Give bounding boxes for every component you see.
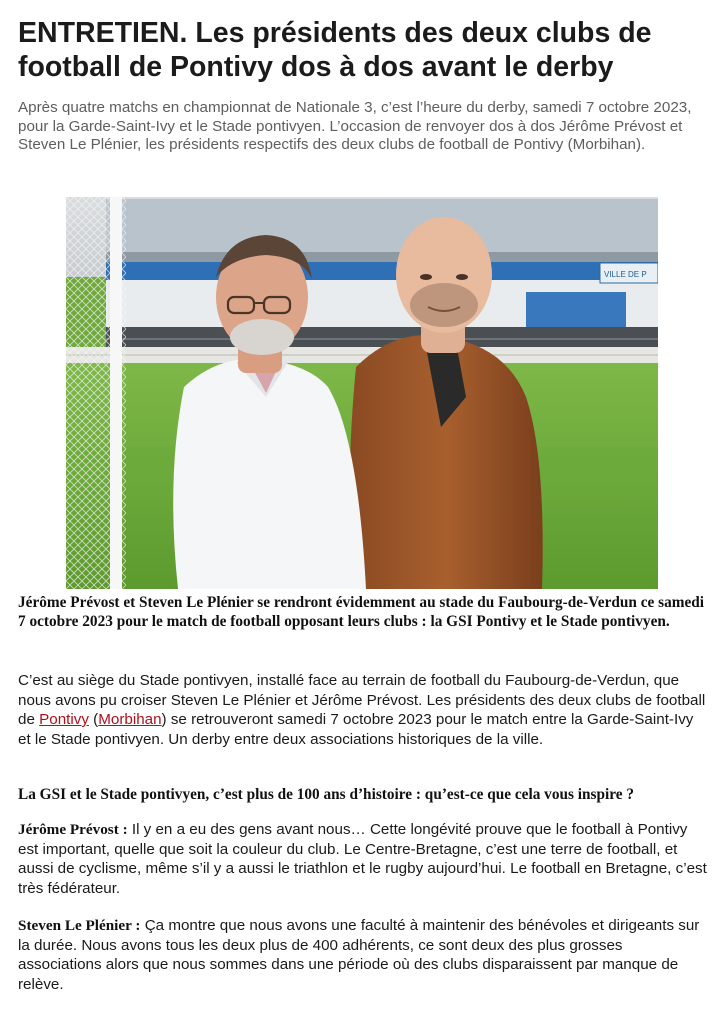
intro-text-start: C’est au siège du Stade pontivyen, installé face au terrain de football du Faubourg-de-Verdun, que nous avons pu croiser Steven Le Plénier et Jérôme Prévost. Les présidents des deux clubs de football de	[18, 672, 706, 728]
article-lead: Après quatre matchs en championnat de Nationale 3, c’est l’heure du derby, samedi 7 octobre 2023, pour la Garde-Saint-Ivy et le Stade pontivyen. L’occasion de renvoyer dos à dos Jérôme Prévost et Steven Le Plénier, les présidents respectifs des deux clubs de football de Pontivy (Morbihan).	[18, 99, 692, 153]
speaker-le-plenier: Steven Le Plénier :	[18, 917, 141, 934]
intro-text-paren: (	[88, 711, 99, 728]
interview-question: La GSI et le Stade pontivyen, c’est plus de 100 ans d’histoire : qu’est-ce que cela vous inspire ?	[18, 786, 635, 803]
stadium-sign-text: VILLE DE P	[604, 270, 647, 279]
stand-blue-band	[106, 262, 658, 280]
answer-le-plenier-text: Ça montre que nous avons une faculté à maintenir des bénévoles et dirigeants sur la durée. Nous avons tous les deux plus de 400 adhérents, ce sont deux des plus grosses associations alors que nous sommes dans une période où des clubs disparaissent par manque de relève.	[18, 917, 700, 993]
stand-roof	[106, 199, 658, 259]
goal-post	[110, 197, 122, 589]
photo-illustration	[66, 197, 658, 589]
photo-caption: Jérôme Prévost et Steven Le Plénier se rendront évidemment au stade du Faubourg-de-Verdun ce samedi 7 octobre 2023 pour le match de football opposant leurs clubs : la GSI Pontivy et le Stade pontivyen.	[18, 594, 705, 630]
stand-box	[526, 292, 626, 327]
intro-text-end: ) se retrouveront samedi 7 octobre 2023 pour le match entre la Garde-Saint-Ivy et le Stade pontivyen. Un derby entre deux associations historiques de la ville.	[18, 711, 694, 748]
article-photo	[66, 197, 658, 589]
intro-paragraph	[18, 671, 708, 749]
answer-prevost-text: Il y en a eu des gens avant nous… Cette longévité prouve que le football à Pontivy est important, quelle que soit la couleur du club. Le Centre-Bretagne, c’est une terre de football, et aussi de cyclisme, même s’il y a aussi le triathlon et le rugby aujourd’hui. Le football en Bretagne, c’est très fédérateur.	[18, 821, 707, 897]
article-headline: ENTRETIEN. Les présidents des deux clubs de football de Pontivy dos à dos avant le derby	[18, 17, 652, 83]
speaker-prevost: Jérôme Prévost :	[18, 821, 128, 838]
answer-prevost	[18, 820, 708, 898]
link-pontivy[interactable]: Pontivy	[39, 711, 89, 728]
answer-le-plenier	[18, 916, 708, 994]
link-morbihan[interactable]: Morbihan	[98, 711, 162, 728]
